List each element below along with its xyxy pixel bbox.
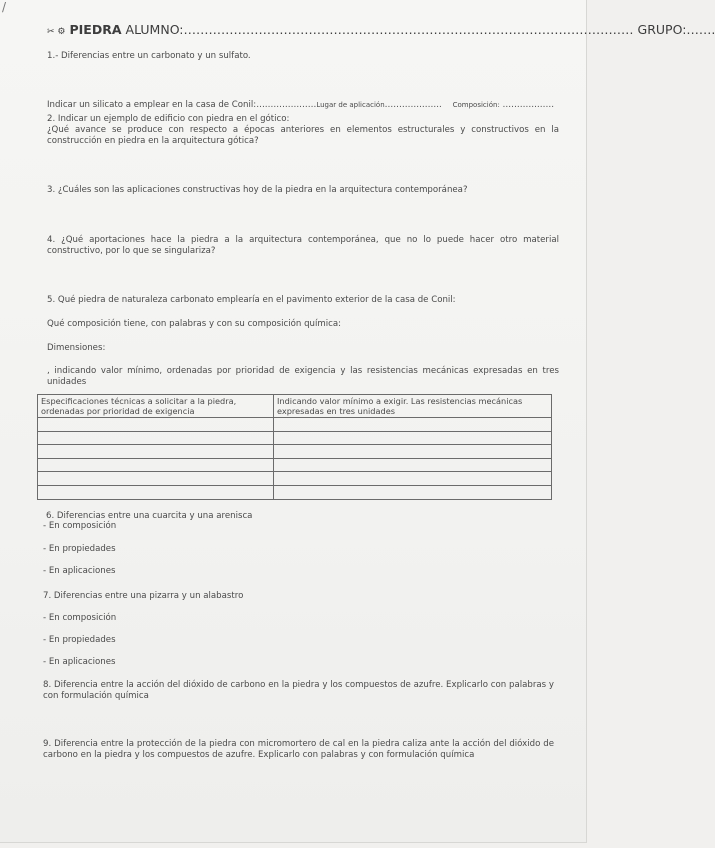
question-6: 6. Diferencias entre una cuarcita y una arenisca [46,511,253,521]
question-6-applications: - En aplicaciones [43,566,116,576]
question-6-composition: - En composición [43,521,117,531]
table-cell[interactable] [274,431,552,445]
question-8-line-1: 8. Diferencia entre la acción del dióxido de carbono en la piedra y los compuestos de azufre. Explicarlo con palabras y [43,680,554,690]
table-cell[interactable] [38,431,274,445]
composicion-label: Composición: [452,101,500,109]
question-4-line-1: 4. ¿Qué aportaciones hace la piedra a la arquitectura contemporánea, que no lo puede hacer otro material [47,235,559,245]
question-7: 7. Diferencias entre una pizarra y un alabastro [43,591,244,601]
table-row [38,418,552,432]
table-header-specifications: Especificaciones técnicas a solicitar a la piedra, ordenadas por prioridad de exigencia [38,395,274,418]
table-cell[interactable] [38,485,274,499]
grupo-label: GRUPO: [637,22,687,37]
question-9-line-1: 9. Diferencia entre la protección de la piedra con micromortero de cal en la piedra caliza ante la acción del dióxido de [43,739,554,749]
question-5-indicating-line-2: unidades [47,377,87,387]
table-cell[interactable] [274,485,552,499]
table-cell[interactable] [38,458,274,472]
question-6-properties: - En propiedades [43,544,116,554]
silicato-text: Indicar un silicato a emplear en la casa de Conil: [47,100,257,110]
table-cell[interactable] [38,445,274,459]
question-8-line-2: con formulación química [43,691,149,701]
subject-title: PIEDRA [69,22,122,37]
specifications-table [37,394,552,500]
header-icons: ✂ ⚙ [47,27,66,37]
question-2-title: 2. Indicar un ejemplo de edificio con piedra en el gótico: [47,114,290,124]
silicato-field[interactable]: ………………… [256,100,317,110]
question-9-line-2: carbono en la piedra y los compuestos de azufre. Explicarlo con palabras y con formulación química [43,750,475,760]
table-cell[interactable] [274,472,552,486]
question-5-composition: Qué composición tiene, con palabras y con su composición química: [47,319,342,329]
question-7-applications: - En aplicaciones [43,657,116,667]
question-2-line-1: ¿Qué avance se produce con respecto a épocas anteriores en elementos estructurales y constructivos en la [47,125,559,135]
table-row [38,445,552,459]
worksheet-header [47,22,715,37]
table-row [38,472,552,486]
table-row [38,485,552,499]
question-4-line-2: constructivo, por lo que se singulariza? [47,246,216,256]
composicion-field[interactable]: ……………… [502,100,555,110]
table-row [38,431,552,445]
table-row [38,458,552,472]
table-cell[interactable] [274,418,552,432]
question-5-dimensions: Dimensiones: [47,343,106,353]
corner-mark: / [2,0,7,14]
question-5: 5. Qué piedra de naturaleza carbonato emplearía en el pavimento exterior de la casa de Conil: [47,295,456,305]
question-2-line-2: construcción en piedra en la arquitectura gótica? [47,136,259,146]
question-7-properties: - En propiedades [43,635,116,645]
table-header-minimum-values: Indicando valor mínimo a exigir. Las resistencias mecánicas expresadas en tres unidades [274,395,552,418]
question-1: 1.- Diferencias entre un carbonato y un sulfato. [47,51,251,61]
table-cell[interactable] [274,458,552,472]
question-3: 3. ¿Cuáles son las aplicaciones constructivas hoy de la piedra en la arquitectura contemporánea? [47,185,468,195]
table-cell[interactable] [274,445,552,459]
table-cell[interactable] [38,418,274,432]
question-7-composition: - En composición [43,613,117,623]
question-5-indicating-line-1: , indicando valor mínimo, ordenadas por prioridad de exigencia y las resistencias mecánicas expresadas en tres [47,366,559,376]
alumno-field[interactable]: ……………………………………………………………………………………………… [183,22,634,37]
alumno-label: ALUMNO: [125,22,184,37]
silicato-line [47,100,559,111]
table-cell[interactable] [38,472,274,486]
lugar-label: Lugar de aplicación [316,101,385,109]
grupo-field[interactable]: ……. [686,22,715,37]
lugar-field[interactable]: ……………….. [384,100,442,110]
